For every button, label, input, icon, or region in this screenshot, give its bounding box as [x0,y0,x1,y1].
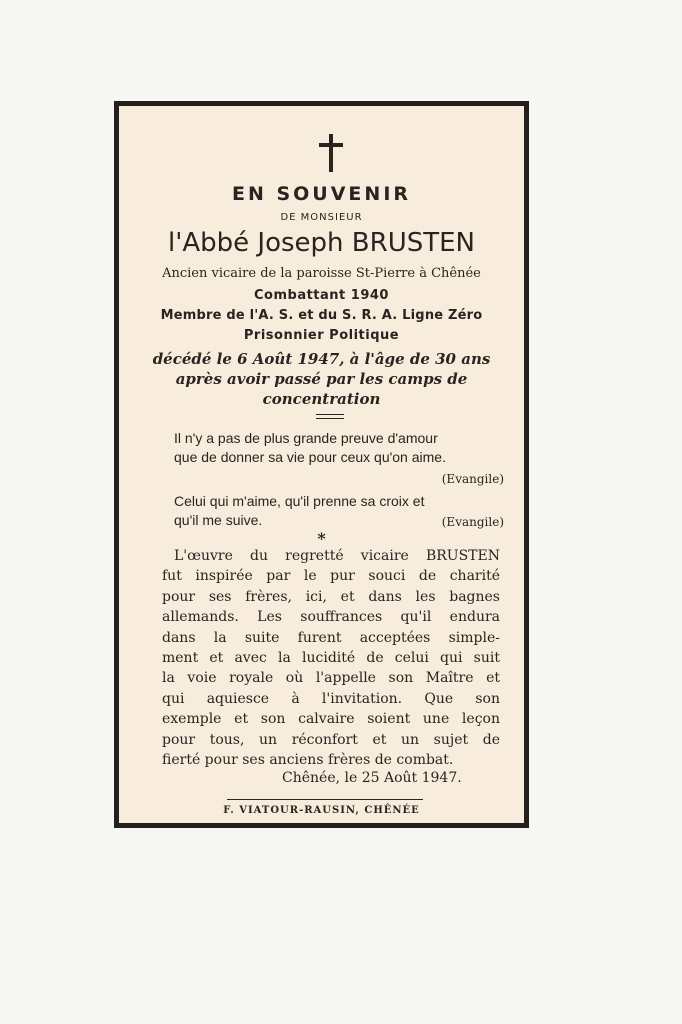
quote-1-line-2: que de donner sa vie pour ceux qu'on aime. [174,449,446,465]
quote-1-source: (Evangile) [441,472,504,486]
body-line: ment et avec la lucidité de celui qui suit [162,650,500,667]
tribute-paragraph [162,546,500,770]
quote-2 [174,493,504,533]
body-line: allemands. Les souffrances qu'il endura [162,609,500,626]
body-line: fut inspirée par le pur souci de charité [162,568,500,585]
divider-rule-bottom [316,418,344,419]
place-date: Chênée, le 25 Août 1947. [282,770,462,786]
deces-line-2: après avoir passé par les camps de [175,370,468,388]
card-heading: EN SOUVENIR [231,183,412,205]
body-line: pour tous, un réconfort et un sujet de [162,731,500,748]
deceased-name: l'Abbé Joseph BRUSTEN [168,228,475,258]
prisonnier-line: Prisonnier Politique [243,328,400,343]
body-line: fierté pour ses anciens frères de combat. [162,752,454,769]
quote-1-line-1: Il n'y a pas de plus grande preuve d'amour [174,430,438,446]
body-line: pour ses frères, ici, et dans les bagnes [162,588,500,605]
quote-2-line-2: qu'il me suive. [174,512,263,528]
cross-icon [319,134,343,172]
body-line: la voie royale où l'appelle son Maître et [162,670,500,687]
separator-asterisk: * [317,529,326,548]
footer-rule [227,799,423,800]
combattant-line: Combattant 1940 [254,288,389,303]
memorial-card [114,101,529,828]
quote-1 [174,430,504,486]
body-line: L'œuvre du regretté vicaire BRUSTEN [174,548,500,564]
quote-2-line-1: Celui qui m'aime, qu'il prenne sa croix et [174,493,425,509]
body-line: qui aquiesce à l'invitation. Que son [162,690,500,707]
body-line: exemple et son calvaire soient une leçon [162,711,500,728]
deces-line-3: concentration [262,390,381,408]
deces-line-1: décédé le 6 Août 1947, à l'âge de 30 ans [152,350,491,368]
body-line: dans la suite furent acceptées simple- [162,629,500,646]
membre-line: Membre de l'A. S. et du S. R. A. Ligne Zéro [160,308,483,323]
role-line: Ancien vicaire de la paroisse St-Pierre à Chênée [162,266,481,281]
card-subheading: DE MONSIEUR [280,212,363,223]
printer-credit: F. VIATOUR-RAUSIN, CHÊNÉE [223,805,420,816]
divider-rule-top [316,414,344,415]
quote-2-source: (Evangile) [441,515,504,529]
